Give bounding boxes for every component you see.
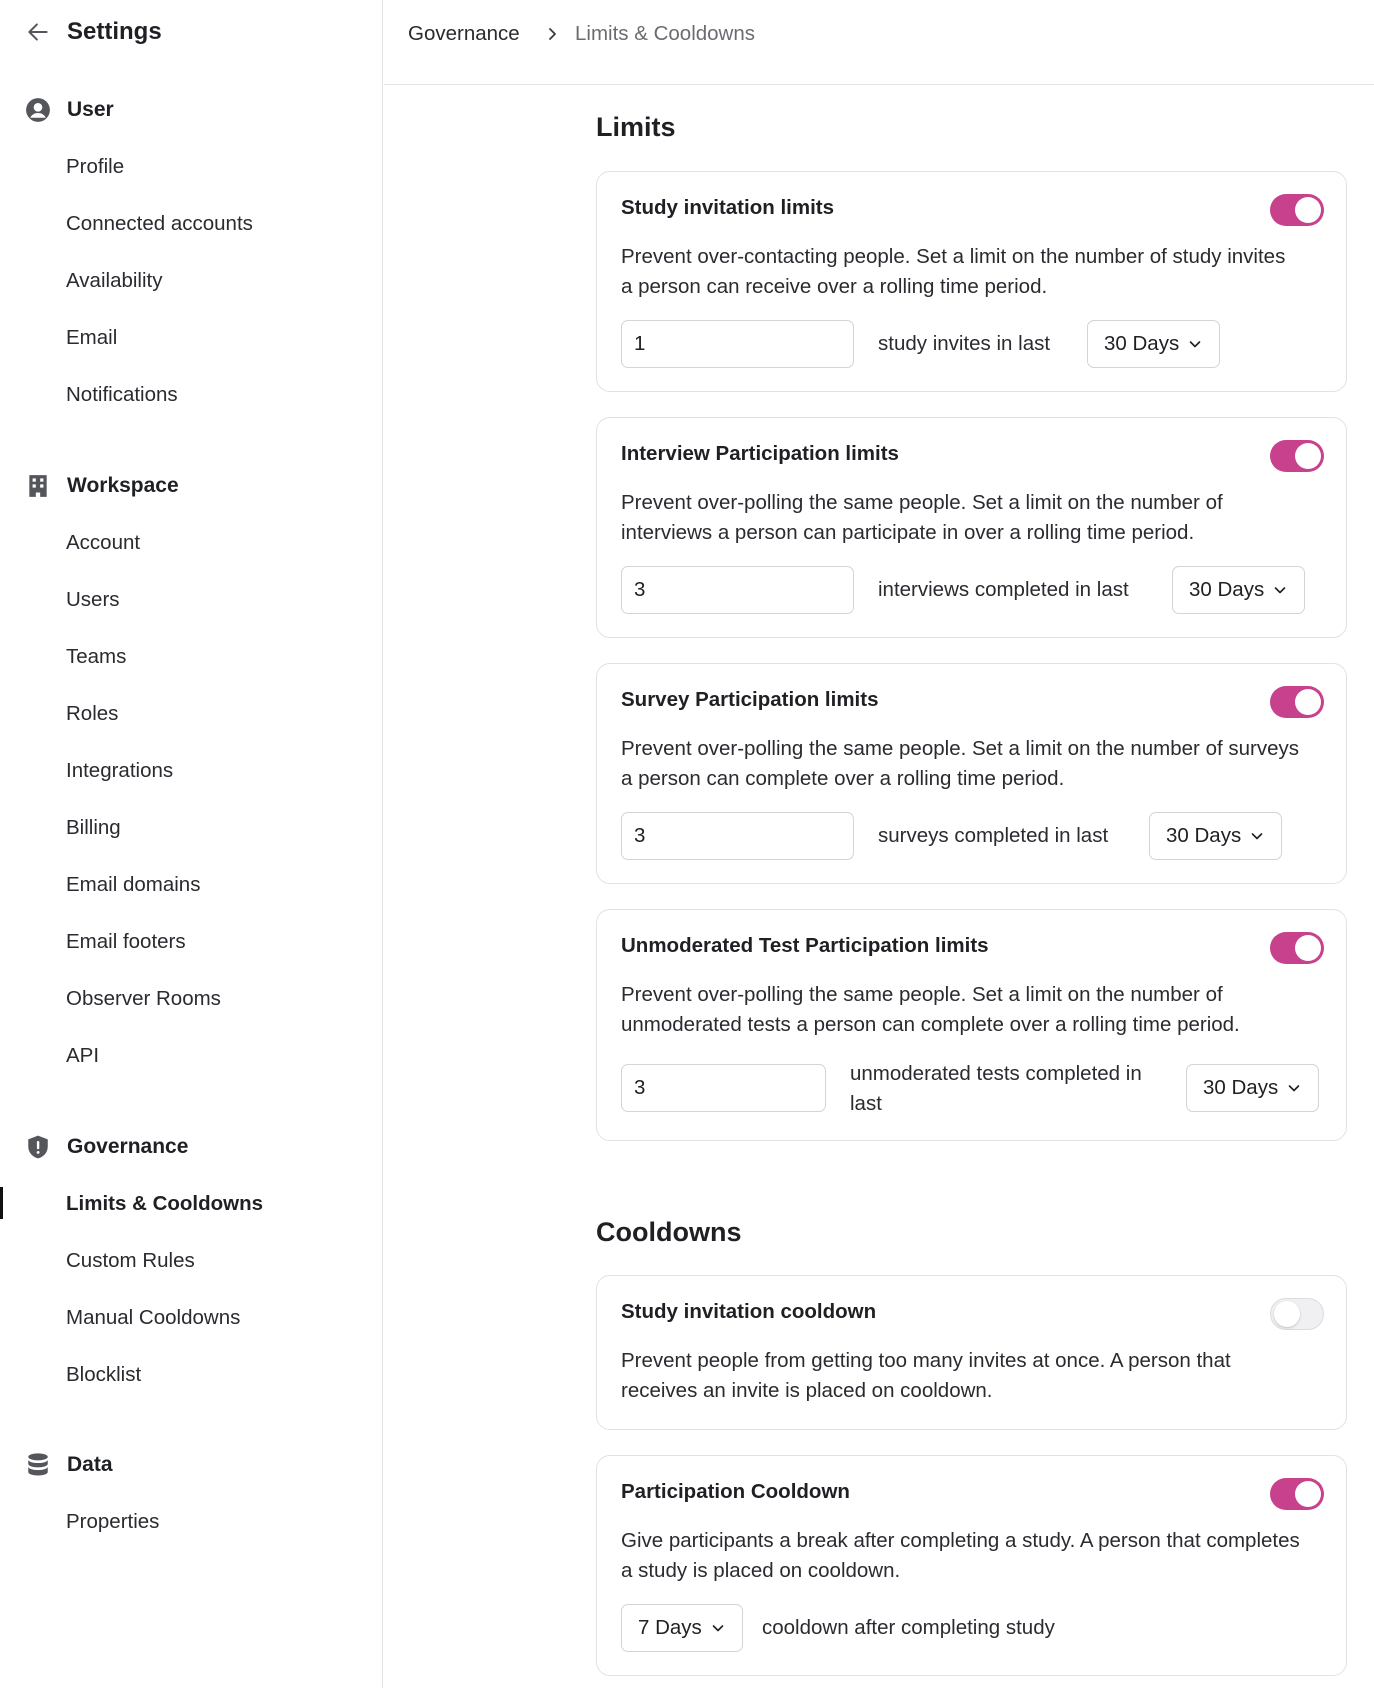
period-select[interactable] — [1087, 320, 1220, 368]
section-workspace — [25, 471, 179, 501]
chevron-down-icon — [1286, 1080, 1302, 1096]
card-description: Prevent over-polling the same people. Set a limit on the number of unmoderated tests a person can complete over a rolling time period. — [621, 983, 1240, 1036]
sidebar-item-email-domains[interactable]: Email domains — [66, 873, 201, 896]
sidebar-item-integrations[interactable]: Integrations — [66, 759, 174, 782]
cooldowns-heading: Cooldowns — [596, 1217, 742, 1247]
breadcrumb-current: Limits & Cooldowns — [575, 22, 756, 45]
period-value: 7 Days — [638, 1616, 702, 1639]
sidebar-item-blocklist[interactable]: Blocklist — [66, 1363, 142, 1386]
interview-participation-limits-card — [596, 417, 1347, 638]
breadcrumb — [384, 0, 1374, 85]
sidebar-item-email-footers[interactable]: Email footers — [66, 930, 186, 953]
sidebar-item-limits-cooldowns[interactable]: Limits & Cooldowns — [66, 1192, 264, 1215]
unit-label: cooldown after completing study — [762, 1616, 1055, 1639]
unit-label: study invites in last — [878, 332, 1051, 355]
study-invitation-cooldown-toggle[interactable] — [1270, 1298, 1324, 1330]
sidebar-item-properties[interactable]: Properties — [66, 1510, 160, 1533]
sidebar-item-notifications[interactable]: Notifications — [66, 383, 178, 406]
arrow-left-icon — [25, 19, 51, 45]
sidebar-item-manual-cooldowns[interactable]: Manual Cooldowns — [66, 1306, 241, 1329]
survey-participation-limits-toggle[interactable] — [1270, 686, 1324, 718]
database-icon — [25, 1452, 51, 1478]
unmoderated-test-limits-card — [596, 909, 1347, 1141]
section-user — [25, 95, 114, 125]
card-title: Study invitation limits — [621, 196, 834, 219]
period-select[interactable] — [1172, 566, 1305, 614]
surveys-count-input[interactable] — [621, 812, 854, 860]
toggle-knob — [1295, 689, 1321, 715]
building-icon — [25, 473, 51, 499]
chevron-down-icon — [1272, 582, 1288, 598]
sidebar-item-connected-accounts[interactable]: Connected accounts — [66, 212, 253, 235]
card-description: Prevent people from getting too many invites at once. A person that receives an invite is placed on cooldown. — [621, 1349, 1231, 1402]
sidebar-item-account[interactable]: Account — [66, 531, 141, 554]
unmoderated-test-limits-toggle[interactable] — [1270, 932, 1324, 964]
study-invitation-limits-card — [596, 171, 1347, 392]
toggle-knob — [1295, 197, 1321, 223]
sidebar-item-profile[interactable]: Profile — [66, 155, 125, 178]
sidebar-item-custom-rules[interactable]: Custom Rules — [66, 1249, 195, 1272]
interview-participation-limits-toggle[interactable] — [1270, 440, 1324, 472]
card-description: Prevent over-polling the same people. Set a limit on the number of interviews a person can participate in over a rolling time period. — [621, 491, 1223, 544]
chevron-right-icon — [544, 26, 560, 42]
sidebar-item-api[interactable]: API — [66, 1044, 100, 1067]
card-title: Unmoderated Test Participation limits — [621, 934, 989, 957]
period-value: 30 Days — [1104, 332, 1180, 355]
sidebar-item-roles[interactable]: Roles — [66, 702, 119, 725]
toggle-knob — [1274, 1301, 1300, 1327]
card-title: Study invitation cooldown — [621, 1300, 877, 1323]
unmoderated-tests-count-input[interactable] — [621, 1064, 826, 1112]
card-title: Survey Participation limits — [621, 688, 879, 711]
section-label-governance: Governance — [67, 1135, 189, 1158]
section-governance — [25, 1132, 188, 1162]
back-to-settings[interactable] — [25, 14, 162, 50]
participation-cooldown-toggle[interactable] — [1270, 1478, 1324, 1510]
sidebar-item-email[interactable]: Email — [66, 326, 118, 349]
sidebar-item-availability[interactable]: Availability — [66, 269, 163, 292]
period-value: 30 Days — [1203, 1076, 1279, 1099]
settings-sidebar — [0, 0, 383, 1688]
study-invites-count-input[interactable] — [621, 320, 854, 368]
period-value: 30 Days — [1189, 578, 1265, 601]
cooldown-period-select[interactable] — [621, 1604, 743, 1652]
survey-participation-limits-card — [596, 663, 1347, 884]
period-select[interactable] — [1149, 812, 1282, 860]
period-select[interactable] — [1186, 1064, 1319, 1112]
section-label-workspace: Workspace — [67, 474, 179, 497]
period-value: 30 Days — [1166, 824, 1242, 847]
sidebar-item-teams[interactable]: Teams — [66, 645, 127, 668]
unit-label: surveys completed in last — [878, 824, 1109, 847]
section-label-user: User — [67, 98, 114, 121]
toggle-knob — [1295, 935, 1321, 961]
breadcrumb-governance[interactable]: Governance — [408, 22, 520, 45]
participation-cooldown-card — [596, 1455, 1347, 1676]
toggle-knob — [1295, 1481, 1321, 1507]
card-description: Prevent over-contacting people. Set a limit on the number of study invites a person can receive over a rolling time period. — [621, 245, 1286, 298]
chevron-down-icon — [1249, 828, 1265, 844]
interviews-count-input[interactable] — [621, 566, 854, 614]
study-invitation-cooldown-card — [596, 1275, 1347, 1430]
active-indicator — [0, 1187, 3, 1219]
sidebar-item-observer-rooms[interactable]: Observer Rooms — [66, 987, 221, 1010]
card-title: Participation Cooldown — [621, 1480, 850, 1503]
chevron-down-icon — [710, 1620, 726, 1636]
chevron-down-icon — [1187, 336, 1203, 352]
limits-heading: Limits — [596, 112, 676, 142]
toggle-knob — [1295, 443, 1321, 469]
unit-label: interviews completed in last — [878, 578, 1129, 601]
section-label-data: Data — [67, 1453, 113, 1476]
study-invitation-limits-toggle[interactable] — [1270, 194, 1324, 226]
card-description: Give participants a break after completing a study. A person that completes a study is placed on cooldown. — [621, 1529, 1300, 1582]
shield-alert-icon — [25, 1134, 51, 1160]
user-circle-icon — [25, 97, 51, 123]
card-title: Interview Participation limits — [621, 442, 899, 465]
sidebar-title: Settings — [67, 18, 162, 45]
sidebar-item-billing[interactable]: Billing — [66, 816, 121, 839]
unit-label: unmoderated tests completed in last — [850, 1062, 1142, 1115]
card-description: Prevent over-polling the same people. Set a limit on the number of surveys a person can complete over a rolling time period. — [621, 737, 1299, 790]
sidebar-item-users[interactable]: Users — [66, 588, 120, 611]
section-data — [25, 1450, 113, 1480]
